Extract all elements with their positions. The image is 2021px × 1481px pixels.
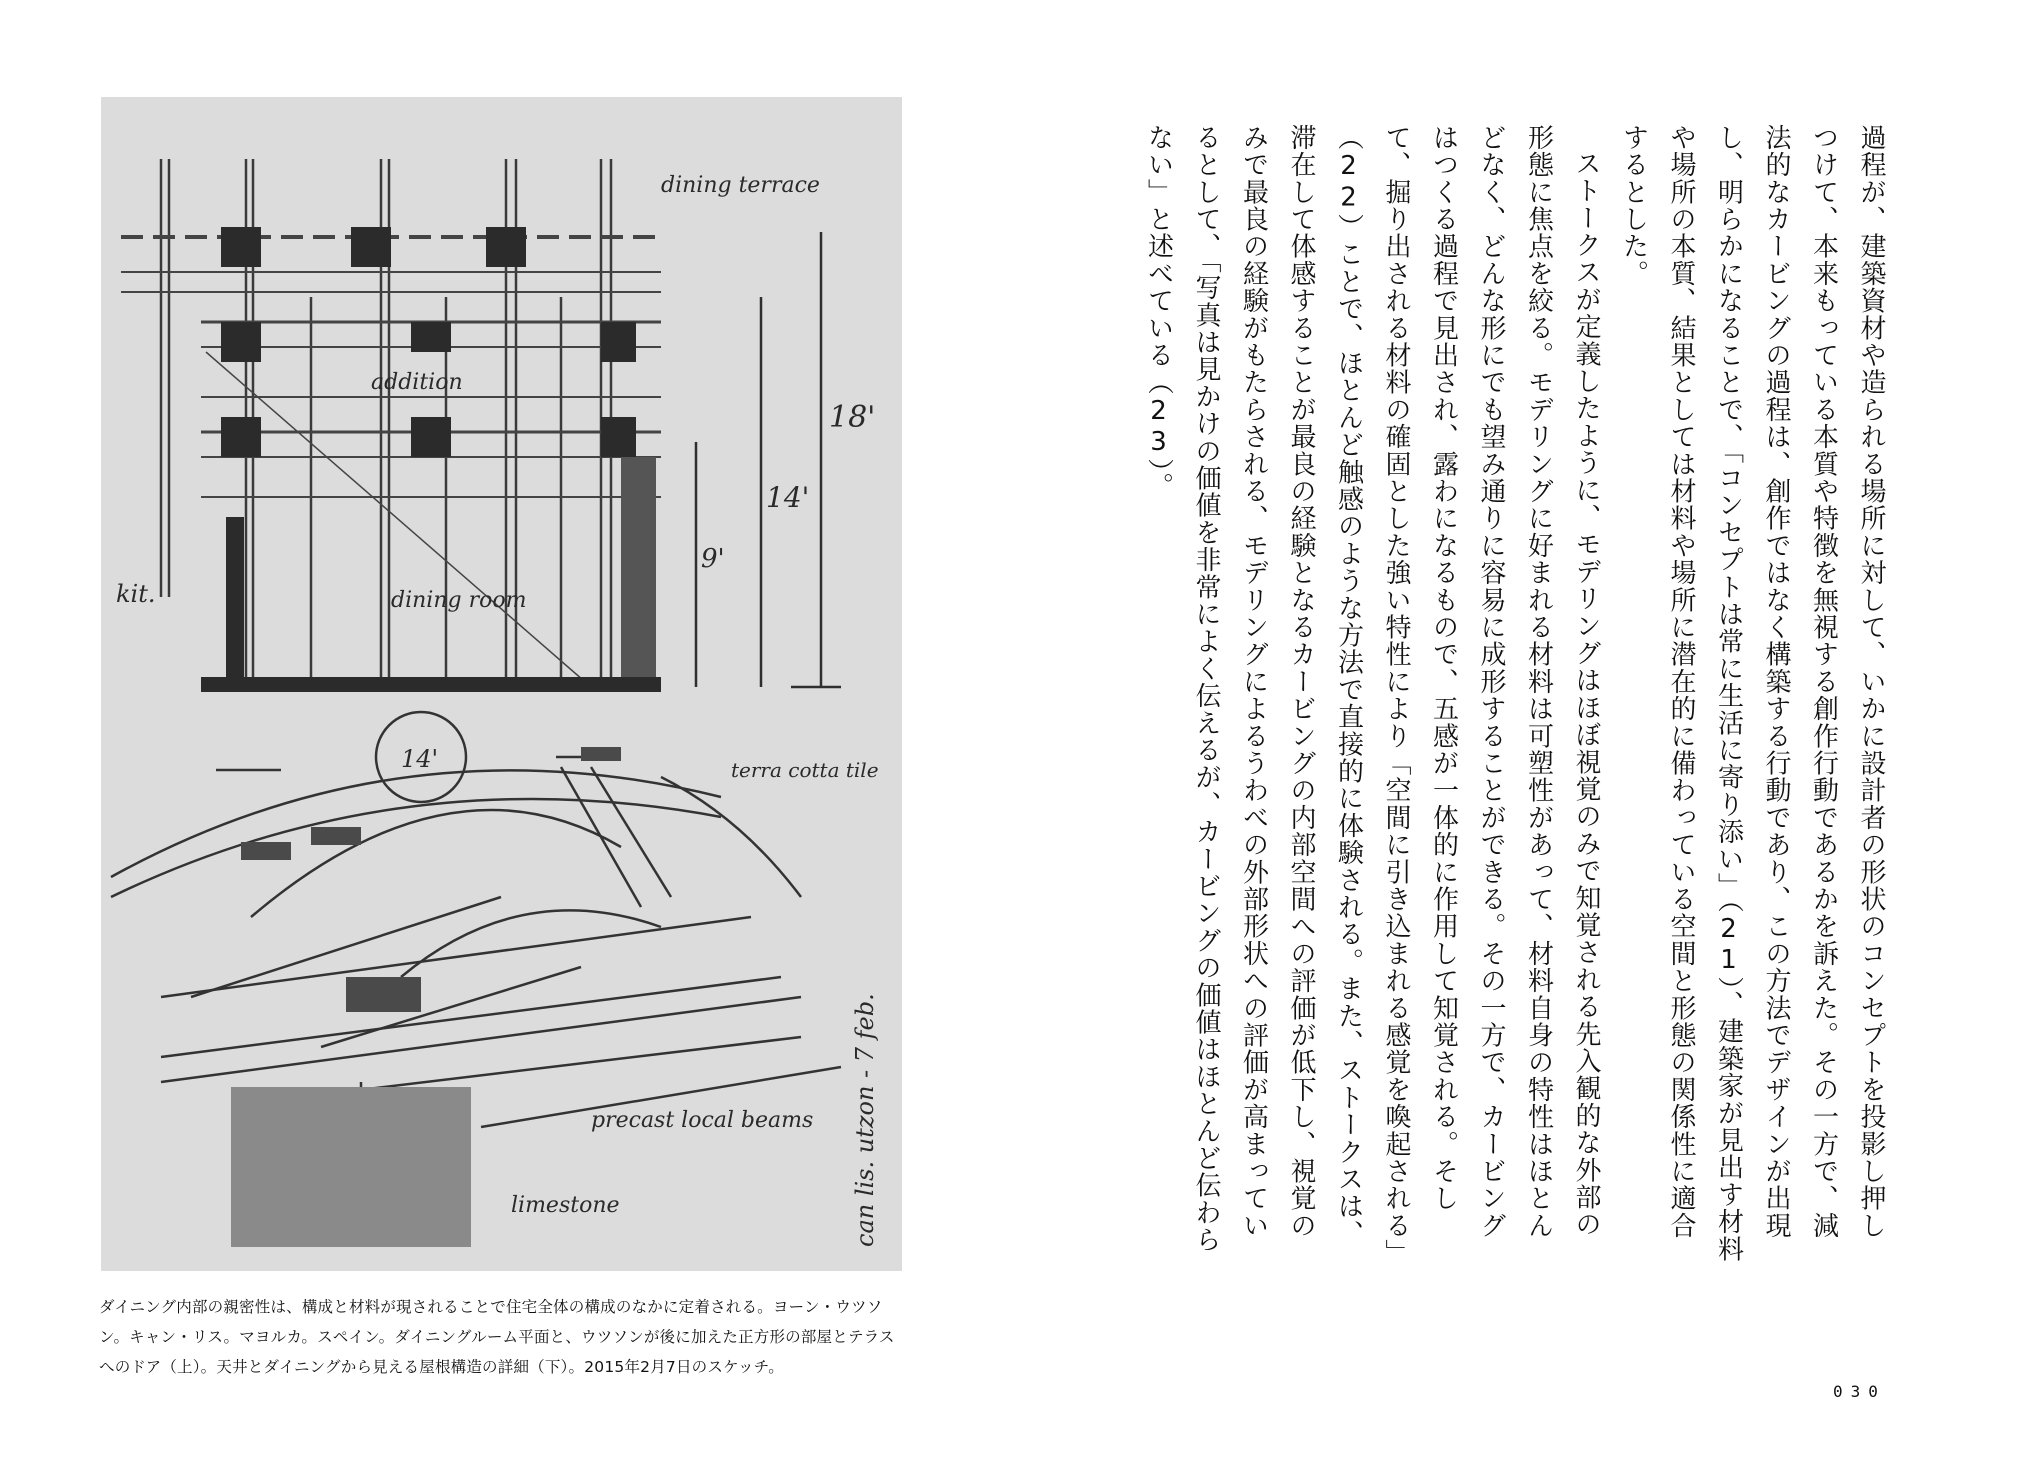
sketch-label-dim-14: 14' bbox=[766, 481, 810, 514]
paragraph: 過程が、建築資材や造られる場所に対して、いかに設計者の形状のコンセプトを投影し押しつけて、本来もっている本質や特徴を無視する創作行動であるかを訴えた。その一方で、減法的なカービングの過程は、創作ではなく構築する行動であり、この方法でデザインが出現し、明らかになることで、「コンセプトは常に生活に寄り添い」（21）、建築家が見出す材料や場所の本質、結果としては材料や場所に潜在的に備わっている空間と形態の関係性に適合するとした。 bbox=[1618, 124, 1886, 1263]
sketch-label-limestone: limestone bbox=[511, 1193, 620, 1218]
sketch-label-terra-cotta: terra cotta tile bbox=[731, 758, 879, 782]
sketch-label-dining-terrace: dining terrace bbox=[661, 173, 820, 198]
sketch-label-dim-14-plan: 14' bbox=[401, 745, 439, 773]
sketch-label-dim-18: 18' bbox=[829, 400, 876, 435]
page-number: 030 bbox=[1833, 1382, 1886, 1401]
sketch-drawing bbox=[101, 97, 902, 1271]
sketch-label-dim-9: 9' bbox=[701, 544, 725, 574]
sketch-image bbox=[101, 97, 902, 1271]
sketch-label-kit: kit. bbox=[116, 580, 156, 608]
sketch-signature: can lis. utzon - 7 feb. bbox=[851, 993, 879, 1247]
sketch-label-precast: precast local beams bbox=[591, 1108, 814, 1133]
sketch-label-addition: addition bbox=[371, 370, 463, 395]
paragraph: ストークスが定義したように、モデリングはほぼ視覚のみで知覚される先入観的な外部の形態に焦点を絞る。モデリングに好まれる材料は可塑性があって、材料自身の特性はほとんどなく、どんな形にでも望み通りに容易に成形することができる。その一方で、カービングはつくる過程で見出され、露わになるもので、五感が一体的に作用して知覚される。そして、掘り出される材料の確固とした強い特性により「空間に引き込まれる感覚を喚起される」（22）ことで、ほとんど触感のような方法で直接的に体験される。また、ストークスは、滞在して体感することが最良の経験となるカービングの内部空間への評価が低下し、視覚のみで最良の経験がもたらされる、モデリングによるうわべの外部形状への評価が高まっているとして、「写真は見かけの価値を非常によく伝えるが、カービングの価値はほとんど伝わらない」と述べている（23）。 bbox=[1143, 124, 1601, 1254]
body-text bbox=[1134, 124, 1894, 1264]
sketch-label-dining-room: dining room bbox=[391, 588, 527, 613]
figure-caption: ダイニング内部の親密性は、構成と材料が現されることで住宅全体の構成のなかに定着される。ヨーン・ウツソン。キャン・リス。マヨルカ。スペイン。ダイニングルーム平面と、ウツソンが後に加えた正方形の部屋とテラスへのドア（上）。天井とダイニングから見える屋根構造の詳細（下）。2015年2月7日のスケッチ。 bbox=[99, 1298, 895, 1376]
